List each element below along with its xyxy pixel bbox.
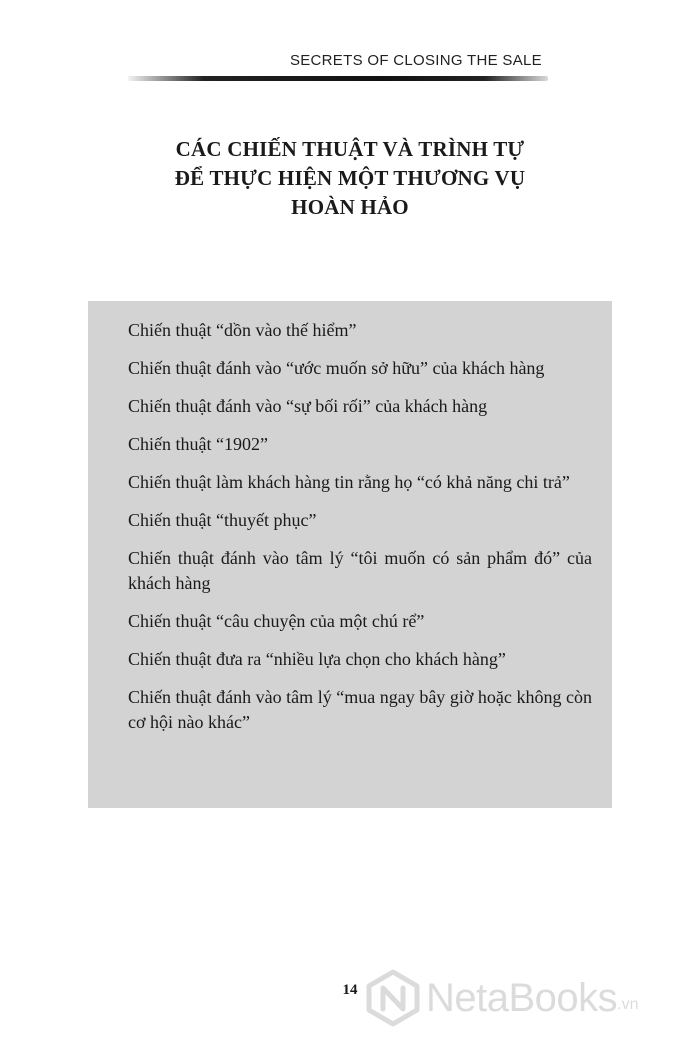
watermark: [364, 968, 696, 1028]
chapter-title-line: CÁC CHIẾN THUẬT VÀ TRÌNH TỰ: [175, 137, 525, 161]
tactic-item: Chiến thuật đánh vào “sự bối rối” của khách hàng: [128, 396, 488, 416]
tactic-item: Chiến thuật “thuyết phục”: [128, 510, 317, 530]
header-rule: [128, 76, 548, 81]
chapter-title: [100, 135, 600, 222]
netabooks-logo-icon: [364, 969, 422, 1027]
page-number: 14: [342, 982, 358, 998]
tactic-item: Chiến thuật “câu chuyện của một chú rể”: [128, 611, 425, 631]
tactic-item: Chiến thuật đưa ra “nhiều lựa chọn cho khách hàng”: [128, 649, 506, 669]
tactic-item: Chiến thuật đánh vào tâm lý “mua ngay bây giờ hoặc không còn cơ hội nào khác”: [128, 687, 592, 732]
running-header: SECRETS OF CLOSING THE SALE: [289, 52, 542, 69]
tactic-item: Chiến thuật “1902”: [128, 434, 268, 454]
tactic-item: Chiến thuật “dồn vào thế hiểm”: [128, 320, 357, 340]
tactic-item: Chiến thuật làm khách hàng tin rằng họ “có khả năng chi trả”: [128, 472, 570, 492]
tactic-item: Chiến thuật đánh vào “ước muốn sở hữu” của khách hàng: [128, 358, 545, 378]
tactic-item: Chiến thuật đánh vào tâm lý “tôi muốn có sản phẩm đó” của khách hàng: [128, 548, 592, 593]
tactic-list: [128, 318, 592, 748]
chapter-title-line: ĐỂ THỰC HIỆN MỘT THƯƠNG VỤ: [174, 166, 526, 190]
chapter-title-line: HOÀN HẢO: [291, 195, 409, 219]
tactics-box: [88, 301, 612, 808]
watermark-brand: NetaBooks: [426, 975, 618, 1020]
watermark-suffix: .vn: [617, 996, 639, 1013]
